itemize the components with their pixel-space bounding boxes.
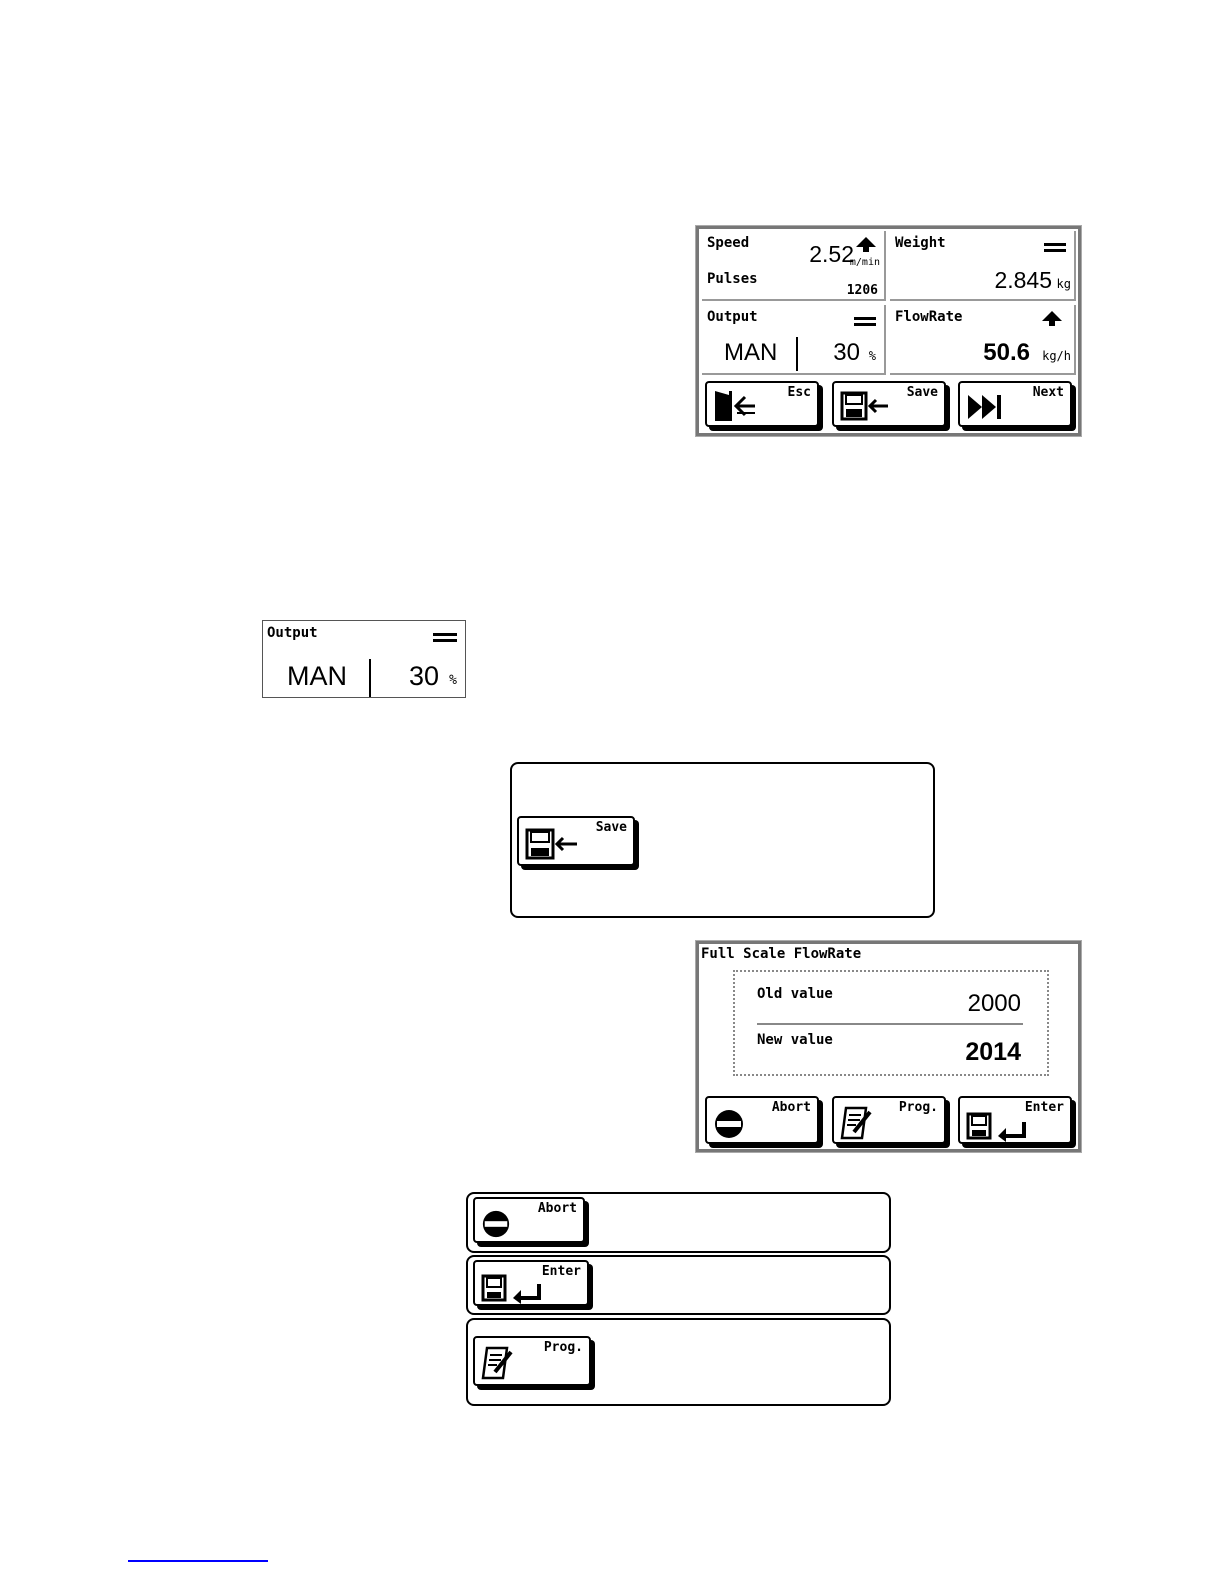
value-frame <box>733 970 1049 1076</box>
pulses-label: Pulses <box>707 271 758 287</box>
save-label: Save <box>595 820 627 835</box>
output-mode: MAN <box>724 339 778 366</box>
speed-label: Speed <box>707 235 750 251</box>
enter-legend <box>466 1255 891 1315</box>
output-detail-divider <box>369 659 371 697</box>
output-detail-label: Output <box>267 625 318 641</box>
floppy-save-icon <box>840 391 890 421</box>
floppy-save-icon <box>966 1112 992 1140</box>
output-unit: % <box>868 349 876 363</box>
output-detail-unit: % <box>449 673 457 688</box>
weight-panel <box>890 231 1076 301</box>
abort-label: Abort <box>537 1201 577 1216</box>
weight-label: Weight <box>895 235 946 251</box>
skip-forward-icon <box>966 393 1006 421</box>
prog-label: Prog. <box>543 1340 583 1355</box>
speed-value: 2.52 <box>809 241 854 267</box>
edit-pencil-icon <box>481 1344 517 1382</box>
enter-button[interactable] <box>958 1096 1072 1144</box>
up-arrow-icon <box>1042 311 1062 327</box>
footnote-rule <box>128 1560 268 1562</box>
output-divider <box>796 337 798 371</box>
save-explanation-box <box>510 762 935 918</box>
output-label: Output <box>707 309 758 325</box>
output-detail-value: 30 <box>408 661 439 691</box>
next-label: Next <box>1032 385 1064 400</box>
old-value: 2000 <box>967 990 1021 1017</box>
abort-legend <box>466 1192 891 1253</box>
save-label: Save <box>906 385 938 400</box>
edit-screen <box>696 941 1081 1152</box>
no-entry-icon <box>713 1108 745 1140</box>
prog-legend <box>466 1318 891 1406</box>
value-separator <box>757 1023 1023 1025</box>
output-panel <box>702 305 886 375</box>
new-value: 2014 <box>965 1038 1021 1066</box>
prog-button[interactable] <box>832 1096 946 1144</box>
no-entry-icon <box>481 1209 511 1239</box>
enter-button[interactable] <box>473 1260 589 1306</box>
abort-button[interactable] <box>473 1197 585 1243</box>
new-value-label: New value <box>757 1032 833 1048</box>
prog-button[interactable] <box>473 1336 591 1386</box>
flowrate-label: FlowRate <box>895 309 963 325</box>
floppy-save-icon <box>481 1274 507 1302</box>
equals-icon <box>433 633 457 642</box>
save-button[interactable] <box>832 381 946 427</box>
enter-label: Enter <box>541 1264 581 1279</box>
esc-label: Esc <box>787 385 811 400</box>
abort-button[interactable] <box>705 1096 819 1144</box>
output-detail <box>262 620 466 698</box>
return-arrow-icon <box>998 1122 1030 1142</box>
return-arrow-icon <box>513 1284 545 1304</box>
pulses-value: 1206 <box>846 283 878 298</box>
abort-label: Abort <box>771 1100 811 1115</box>
next-button[interactable] <box>958 381 1072 427</box>
up-arrow-icon <box>856 237 876 253</box>
weight-value: 2.845 <box>994 267 1052 293</box>
esc-button[interactable] <box>705 381 819 427</box>
output-detail-mode: MAN <box>287 661 347 691</box>
enter-label: Enter <box>1024 1100 1064 1115</box>
exit-door-icon <box>713 389 757 423</box>
edit-title: Full Scale FlowRate <box>701 946 862 962</box>
output-value: 30 <box>833 339 860 366</box>
old-value-label: Old value <box>757 986 833 1002</box>
save-button[interactable] <box>517 816 635 866</box>
flowrate-unit: kg/h <box>1042 349 1071 363</box>
equals-icon <box>854 317 876 326</box>
edit-pencil-icon <box>840 1104 876 1142</box>
weight-unit: kg <box>1056 277 1071 291</box>
main-screen <box>696 226 1081 436</box>
flowrate-panel <box>890 305 1076 375</box>
floppy-save-icon <box>525 828 579 860</box>
prog-label: Prog. <box>898 1100 938 1115</box>
speed-unit: m/min <box>849 257 880 268</box>
flowrate-value: 50.6 <box>983 339 1030 366</box>
equals-icon <box>1044 243 1066 252</box>
speed-panel <box>702 231 886 301</box>
